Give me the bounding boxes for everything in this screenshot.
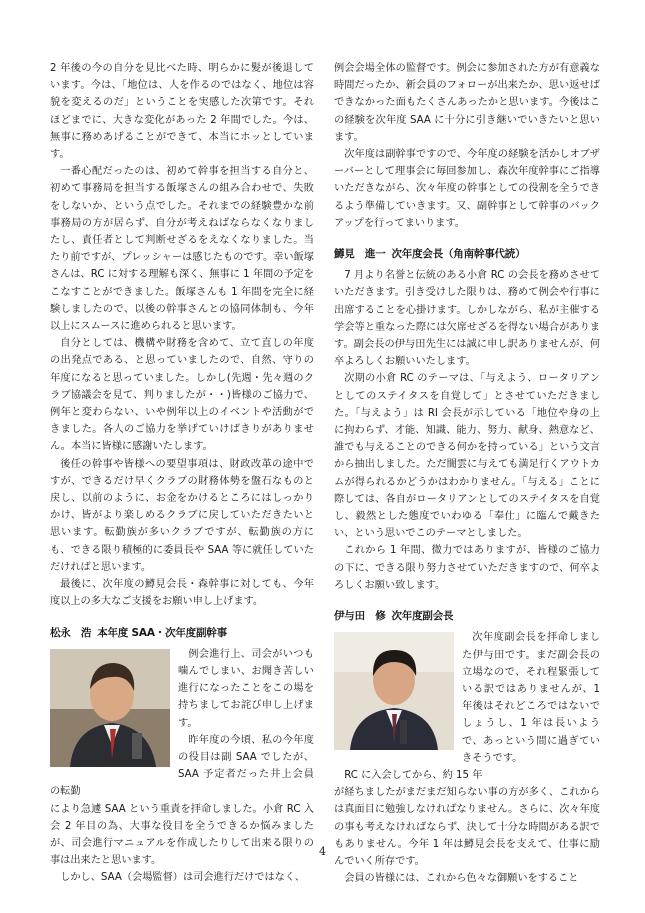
section-heading-masumi [334,246,600,263]
paragraph: 次期の小倉 RC のテーマは、「与えよう、ロータリアンとしてのステイタスを自覚して」とさせていただきました。「与えよう」は RI 会長が示している「地位や身の上に拘わらず、才能、知識、能力、努力、献身、熱意など、誰でも与えることのできる何かを持っている」という文言から抽出しました。ただ闇雲に与えても満足行くアウトカムが得られるかどうかはわかりません。「与える」ことに際しては、各自がロータリアンとしてのステイタスを自覚し、毅然とした態度でいわゆる「奉仕」に臨んで戴きたい、という思いでこのテーマとしました。 [334,373,600,540]
speaker-role: 本年度 SAA・次年度副幹事 [97,626,227,639]
page-number: 4 [319,845,326,858]
speaker-role: 次年度副会長 [391,610,454,623]
paragraph: 次年度は副幹事ですので、今年度の経験を活かしオブザーバーとして理事会に毎回参加し、森次年度幹事にご指導いただきながら、次々年度の幹事としての役割を全うできるよう準備していきます。又、副幹事として幹事のバックアップを行ってまいります。 [334,149,600,229]
portrait-image [334,632,454,750]
right-column [334,60,600,887]
speaker-role: 次年度会長（角南幹事代読） [391,248,526,261]
paragraph: 会員の皆様には、これから色々な御願いをすること [344,873,579,885]
paragraph: 2 年後の今の自分を見比べた時、明らかに髪が後退しています。今は、「地位は、人を作るのではなく、地位は容貌を変えるのだ」ということを実感した次第です。それほどまでに、大きな変化があった 2 年間でした。今は、無事に務めあげることができて、本当にホッとしています。 [50,63,314,161]
section-heading-iyoda [334,608,600,625]
paragraph: 7 月より名誉と伝統のある小倉 RC の会長を務めさせていただきます。引き受けした限りは、務めて例会や行事に出席することを心掛けます。しかしながら、私が主催する学会等と重なった際には欠席せざるを得ない場合があります。副会長の伊与田先生には誠に申し訳ありませんが、何卒よろしくお願いいたします。 [334,270,600,368]
speaker-name: 伊与田 修 [334,610,386,623]
paragraph: により急遽 SAA という重責を拝命しました。小倉 RC 入会 2 年目の為、大事な役目を全うできるか悩みましたが、司会進行マニュアルを作成したりして出来る限りの事は出来たと思います。 [50,803,314,867]
paragraph: 次年度副会長を拝命しました伊与田です。まだ副会長の立場なので、それ程緊張している訳ではありませんが、1 年後はそれどころではないでしょうし、1 年は長いようで、あっという間に過ぎていきそうです。 [462,632,600,764]
paragraph: 昨年度の今頃、私の今年度の役目は副 SAA でしたが、SAA 予定者だった井上会員の転勤 [50,734,314,798]
section-heading-matsunaga [50,625,314,642]
paragraph: 例会進行上、司会がいつも噛んでしまい、お聞き苦しい進行になったことをこの場を持ちましてお詫び申し上げます。 [178,648,314,729]
paragraph: 例会会場全体の監督です。例会に参加された方が有意義な時間だったか、新会員のフォローが出来たか、思い返せばできなかった面もたくさんあったかと思います。今後はこの経験を次年度 SAA に十分に引き継いでいきたいと思います。 [334,63,600,143]
paragraph: 自分としては、機構や財務を含めて、立て直しの年度の出発点である、と思っていましたので、自然、守りの年度になると思っていました。しかし(先週・先々週のクラブ協議会を見て、判りましたが・・)皆様のご協力で、例年と変わらない、いや例年以上のイベントや活動ができました。各人のご協力を挙げていけばきりがありません。本当に皆様に感謝いたします。 [50,338,314,453]
paragraph: 最後に、次年度の鱒見会長・森幹事に対しても、今年度以上の多大なご支援をお願い申し上げます。 [50,579,314,608]
paragraph: 後任の幹事や皆様への要望事項は、財政改革の途中ですが、できるだけ早くクラブの財務体勢を盤石なものと戻し、以前のように、お金をかけるところにはしっかりかけ、皆がより楽しめるクラブに戻していただきたいと思います。転勤族が多いクラブですが、転勤族の方にも、できる限り積極的に委員長や SAA 等に就任していただければと思います。 [50,458,314,573]
portrait-photo-matsunaga [50,649,170,767]
portrait-photo-iyoda [334,632,454,750]
speaker-name: 松永 浩 [50,626,92,639]
paragraph: これから 1 年間、微力ではありますが、皆様のご協力の下に、できる限り努力させていただきますので、何卒よろしくお願い致します。 [334,545,600,591]
portrait-image [50,649,170,767]
left-column [50,60,314,887]
speaker-name: 鱒見 進一 [334,248,386,261]
paragraph: が経ちましたがまだまだ知らない事の方が多く、これからは真面目に勉強しなければなりません。さらに、次々年度の事も考えなければならず、決して十分な時間がある訳でもありません。今年 1 年は鱒見会長を支えて、仕事に励んでいく所存です。 [334,787,600,867]
paragraph: しかし、SAA（会場監督）は司会進行だけではなく、 [60,872,305,884]
paragraph: RC に入会してから、約 15 年 [344,769,483,781]
paragraph: 一番心配だったのは、初めて幹事を担当する自分と、初めて事務局を担当する飯塚さんの組み合わせで、失敗をしないか、という点でした。それまでの経験豊かな前事務局の方が居らず、自分が考えねばならなくなりましたし、責任者として判断せざるをえなくなりました。当たり前ですが、プレッシャーは感じたものです。幸い飯塚さんは、RC に対する理解も深く、無事に 1 年間の予定をこなすことができました。飯塚さんも 1 年間を完全に経験しましたので、以後の幹事さんとの協同体制も、今年以上にスムースに進められると思います。 [50,166,314,333]
